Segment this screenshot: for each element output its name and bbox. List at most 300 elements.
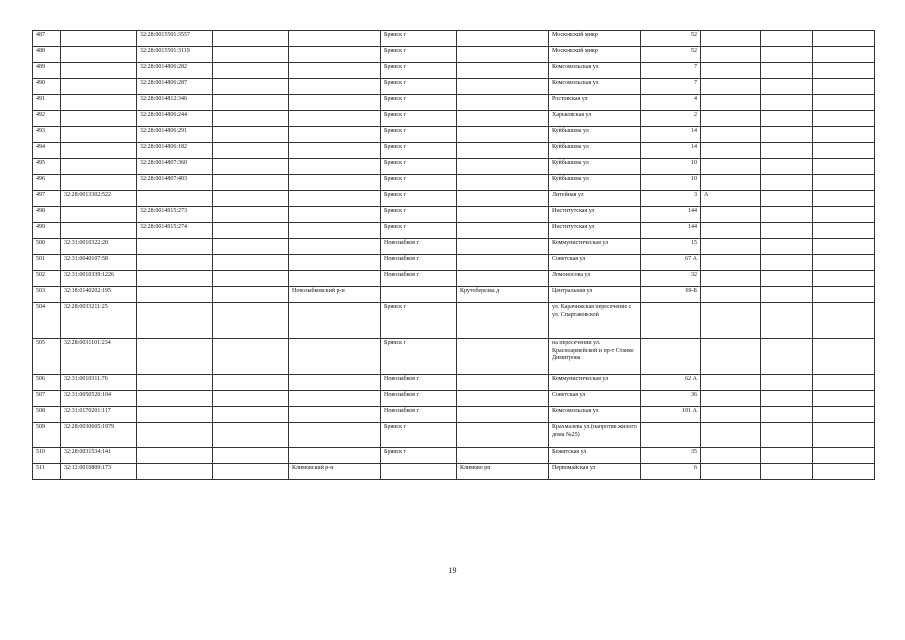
table-row xyxy=(33,127,875,143)
district xyxy=(289,375,381,391)
cadastral-number: 32:31:0170201:117 xyxy=(61,407,137,423)
settlement xyxy=(457,375,549,391)
district xyxy=(289,448,381,464)
building-letter xyxy=(701,127,761,143)
cadastral-number-building: 32:28:0015501:3119 xyxy=(137,47,213,63)
cell-blank xyxy=(761,175,813,191)
street: Литейная ул xyxy=(549,191,641,207)
cell-blank xyxy=(213,339,289,375)
house-number xyxy=(641,303,701,339)
house-number: 2 xyxy=(641,111,701,127)
city: Брянск г xyxy=(381,423,457,448)
cell-blank xyxy=(213,63,289,79)
cell-blank xyxy=(813,191,875,207)
street: Коммунистическая ул xyxy=(549,375,641,391)
table-row xyxy=(33,63,875,79)
cell-blank xyxy=(813,448,875,464)
row-number: 511 xyxy=(33,464,61,480)
table-row xyxy=(33,207,875,223)
table-row xyxy=(33,423,875,448)
cell-blank xyxy=(761,111,813,127)
house-number xyxy=(641,423,701,448)
cell-blank xyxy=(213,159,289,175)
cell-blank xyxy=(213,223,289,239)
cadastral-number-building xyxy=(137,191,213,207)
settlement: Климово рп xyxy=(457,464,549,480)
cell-blank xyxy=(761,303,813,339)
cadastral-number xyxy=(61,127,137,143)
settlement xyxy=(457,339,549,375)
cell-blank xyxy=(213,127,289,143)
house-number: 52 xyxy=(641,31,701,47)
building-letter xyxy=(701,407,761,423)
table-row xyxy=(33,391,875,407)
cadastral-number-building xyxy=(137,255,213,271)
cell-blank xyxy=(213,448,289,464)
table-row xyxy=(33,287,875,303)
cadastral-number-building xyxy=(137,303,213,339)
district xyxy=(289,143,381,159)
cell-blank xyxy=(813,407,875,423)
cadastral-number: 32:31:0010311:76 xyxy=(61,375,137,391)
cadastral-number xyxy=(61,111,137,127)
table-row xyxy=(33,111,875,127)
house-number: 144 xyxy=(641,223,701,239)
district xyxy=(289,175,381,191)
street: Институтская ул xyxy=(549,223,641,239)
district xyxy=(289,407,381,423)
city: Брянск г xyxy=(381,175,457,191)
house-number: 15 xyxy=(641,239,701,255)
city: Брянск г xyxy=(381,111,457,127)
row-number: 501 xyxy=(33,255,61,271)
district xyxy=(289,339,381,375)
cadastral-number-building xyxy=(137,339,213,375)
cell-blank xyxy=(813,423,875,448)
cell-blank xyxy=(813,127,875,143)
cell-blank xyxy=(761,31,813,47)
table-row xyxy=(33,31,875,47)
city: Брянск г xyxy=(381,31,457,47)
cell-blank xyxy=(813,95,875,111)
cell-blank xyxy=(813,175,875,191)
house-number: 69-Б xyxy=(641,287,701,303)
house-number: 14 xyxy=(641,127,701,143)
settlement xyxy=(457,175,549,191)
city: Брянск г xyxy=(381,339,457,375)
cell-blank xyxy=(761,239,813,255)
cell-blank xyxy=(761,255,813,271)
city: Новозыбков г xyxy=(381,391,457,407)
building-letter xyxy=(701,287,761,303)
house-number: 10 xyxy=(641,175,701,191)
building-letter xyxy=(701,255,761,271)
city xyxy=(381,287,457,303)
row-number: 507 xyxy=(33,391,61,407)
settlement: Крутоберезка д xyxy=(457,287,549,303)
street: Ломоносова ул xyxy=(549,271,641,287)
property-registry-table xyxy=(32,30,875,480)
house-number: 35 xyxy=(641,448,701,464)
cadastral-number-building: 32:28:0014806:291 xyxy=(137,127,213,143)
table-row xyxy=(33,175,875,191)
cell-blank xyxy=(813,31,875,47)
city: Новозыбков г xyxy=(381,271,457,287)
house-number: 7 xyxy=(641,63,701,79)
district xyxy=(289,31,381,47)
house-number: 67 А xyxy=(641,255,701,271)
cell-blank xyxy=(213,287,289,303)
cadastral-number: 32:31:0050520:104 xyxy=(61,391,137,407)
row-number: 500 xyxy=(33,239,61,255)
city: Брянск г xyxy=(381,448,457,464)
cell-blank xyxy=(813,159,875,175)
cadastral-number: 32:28:0031534:141 xyxy=(61,448,137,464)
house-number: 14 xyxy=(641,143,701,159)
building-letter xyxy=(701,143,761,159)
district: Новозыбковский р-н xyxy=(289,287,381,303)
cell-blank xyxy=(761,339,813,375)
building-letter xyxy=(701,111,761,127)
settlement xyxy=(457,407,549,423)
street: Советская ул xyxy=(549,255,641,271)
house-number xyxy=(641,339,701,375)
cadastral-number xyxy=(61,207,137,223)
street: Ростовская ул xyxy=(549,95,641,111)
cell-blank xyxy=(213,407,289,423)
district xyxy=(289,159,381,175)
city: Брянск г xyxy=(381,79,457,95)
settlement xyxy=(457,303,549,339)
cell-blank xyxy=(761,271,813,287)
street: Московский микр xyxy=(549,47,641,63)
settlement xyxy=(457,31,549,47)
street: ул. Карачижская пересечение с ул. Спартаковской xyxy=(549,303,641,339)
street: Куйбышева ул xyxy=(549,175,641,191)
district xyxy=(289,47,381,63)
street: Харьковская ул xyxy=(549,111,641,127)
table-row xyxy=(33,223,875,239)
table-row xyxy=(33,79,875,95)
house-number: 4 xyxy=(641,95,701,111)
cadastral-number-building: 32:28:0014915:274 xyxy=(137,223,213,239)
cell-blank xyxy=(813,47,875,63)
cell-blank xyxy=(761,95,813,111)
building-letter xyxy=(701,375,761,391)
building-letter xyxy=(701,175,761,191)
row-number: 495 xyxy=(33,159,61,175)
building-letter xyxy=(701,95,761,111)
cadastral-number-building xyxy=(137,407,213,423)
table-row xyxy=(33,375,875,391)
table-row xyxy=(33,143,875,159)
table-row xyxy=(33,47,875,63)
cell-blank xyxy=(761,143,813,159)
district xyxy=(289,207,381,223)
cell-blank xyxy=(813,255,875,271)
table-row xyxy=(33,239,875,255)
building-letter xyxy=(701,223,761,239)
district xyxy=(289,191,381,207)
building-letter xyxy=(701,271,761,287)
cadastral-number-building xyxy=(137,391,213,407)
district xyxy=(289,255,381,271)
house-number: 36 xyxy=(641,391,701,407)
cell-blank xyxy=(761,191,813,207)
cell-blank xyxy=(761,464,813,480)
cell-blank xyxy=(813,239,875,255)
district xyxy=(289,63,381,79)
street: Комсомольская ул xyxy=(549,79,641,95)
table-row xyxy=(33,448,875,464)
cadastral-number xyxy=(61,159,137,175)
settlement xyxy=(457,111,549,127)
building-letter xyxy=(701,63,761,79)
cell-blank xyxy=(761,127,813,143)
city xyxy=(381,464,457,480)
row-number: 505 xyxy=(33,339,61,375)
cell-blank xyxy=(813,464,875,480)
settlement xyxy=(457,63,549,79)
cell-blank xyxy=(213,423,289,448)
building-letter xyxy=(701,79,761,95)
cell-blank xyxy=(761,207,813,223)
cadastral-number-building xyxy=(137,423,213,448)
cell-blank xyxy=(813,143,875,159)
house-number: 101 А xyxy=(641,407,701,423)
cadastral-number-building: 32:28:0014806:282 xyxy=(137,63,213,79)
street: Крахмалева ул.(напротив жилого дома №25) xyxy=(549,423,641,448)
house-number: 3 xyxy=(641,191,701,207)
building-letter xyxy=(701,391,761,407)
table-body xyxy=(33,31,875,480)
cell-blank xyxy=(761,223,813,239)
cell-blank xyxy=(213,111,289,127)
building-letter: А xyxy=(701,191,761,207)
settlement xyxy=(457,127,549,143)
cell-blank xyxy=(213,375,289,391)
table-row xyxy=(33,407,875,423)
cadastral-number xyxy=(61,63,137,79)
cadastral-number xyxy=(61,79,137,95)
street: Куйбышева ул xyxy=(549,159,641,175)
cadastral-number: 32:28:0013302:522 xyxy=(61,191,137,207)
row-number: 490 xyxy=(33,79,61,95)
cell-blank xyxy=(761,47,813,63)
cadastral-number-building xyxy=(137,271,213,287)
settlement xyxy=(457,223,549,239)
row-number: 487 xyxy=(33,31,61,47)
street: Комсомольская ул xyxy=(549,407,641,423)
cadastral-number-building: 32:28:0015501:3557 xyxy=(137,31,213,47)
cell-blank xyxy=(813,375,875,391)
table-row xyxy=(33,339,875,375)
cadastral-number-building: 32:28:0014806:244 xyxy=(137,111,213,127)
district xyxy=(289,423,381,448)
city: Новозыбков г xyxy=(381,407,457,423)
table-row xyxy=(33,95,875,111)
row-number: 503 xyxy=(33,287,61,303)
street: Институтская ул xyxy=(549,207,641,223)
cell-blank xyxy=(761,79,813,95)
street: Коммунистическая ул xyxy=(549,239,641,255)
cell-blank xyxy=(761,287,813,303)
cell-blank xyxy=(213,175,289,191)
building-letter xyxy=(701,31,761,47)
table-row xyxy=(33,271,875,287)
cell-blank xyxy=(813,391,875,407)
settlement xyxy=(457,271,549,287)
settlement xyxy=(457,79,549,95)
row-number: 502 xyxy=(33,271,61,287)
cell-blank xyxy=(813,111,875,127)
city: Брянск г xyxy=(381,63,457,79)
cadastral-number: 32:12:0010809:173 xyxy=(61,464,137,480)
cadastral-number-building xyxy=(137,375,213,391)
cell-blank xyxy=(813,287,875,303)
street: Московский микр xyxy=(549,31,641,47)
district xyxy=(289,391,381,407)
settlement xyxy=(457,448,549,464)
row-number: 498 xyxy=(33,207,61,223)
cell-blank xyxy=(761,63,813,79)
street: Бежитская ул xyxy=(549,448,641,464)
cell-blank xyxy=(213,143,289,159)
row-number: 496 xyxy=(33,175,61,191)
cadastral-number: 32:28:0030605:1979 xyxy=(61,423,137,448)
cadastral-number: 32:28:0033211:25 xyxy=(61,303,137,339)
district xyxy=(289,127,381,143)
settlement xyxy=(457,423,549,448)
cell-blank xyxy=(213,31,289,47)
city: Новозыбков г xyxy=(381,375,457,391)
cell-blank xyxy=(813,207,875,223)
street: Советская ул xyxy=(549,391,641,407)
house-number: 62 А xyxy=(641,375,701,391)
table-row xyxy=(33,464,875,480)
building-letter xyxy=(701,303,761,339)
cell-blank xyxy=(761,159,813,175)
settlement xyxy=(457,207,549,223)
row-number: 510 xyxy=(33,448,61,464)
cadastral-number-building: 32:28:0014806:182 xyxy=(137,143,213,159)
city: Брянск г xyxy=(381,159,457,175)
table-row xyxy=(33,255,875,271)
settlement xyxy=(457,191,549,207)
street: Куйбышева ул xyxy=(549,127,641,143)
settlement xyxy=(457,47,549,63)
cadastral-number xyxy=(61,31,137,47)
city: Брянск г xyxy=(381,127,457,143)
cell-blank xyxy=(213,191,289,207)
cell-blank xyxy=(213,464,289,480)
cadastral-number-building: 32:28:0014806:287 xyxy=(137,79,213,95)
settlement xyxy=(457,255,549,271)
street: Центральная ул xyxy=(549,287,641,303)
cell-blank xyxy=(761,423,813,448)
row-number: 491 xyxy=(33,95,61,111)
district xyxy=(289,111,381,127)
cell-blank xyxy=(761,375,813,391)
house-number: 10 xyxy=(641,159,701,175)
cadastral-number: 32:31:0010322:20 xyxy=(61,239,137,255)
street: Куйбышева ул xyxy=(549,143,641,159)
row-number: 489 xyxy=(33,63,61,79)
district xyxy=(289,95,381,111)
cell-blank xyxy=(761,391,813,407)
cell-blank xyxy=(213,47,289,63)
row-number: 506 xyxy=(33,375,61,391)
district xyxy=(289,271,381,287)
row-number: 488 xyxy=(33,47,61,63)
building-letter xyxy=(701,339,761,375)
row-number: 509 xyxy=(33,423,61,448)
cadastral-number xyxy=(61,143,137,159)
cell-blank xyxy=(213,207,289,223)
cadastral-number xyxy=(61,223,137,239)
cadastral-number-building xyxy=(137,239,213,255)
street: Комсомольская ул xyxy=(549,63,641,79)
cell-blank xyxy=(813,339,875,375)
building-letter xyxy=(701,159,761,175)
district xyxy=(289,303,381,339)
row-number: 504 xyxy=(33,303,61,339)
cadastral-number-building xyxy=(137,464,213,480)
cell-blank xyxy=(813,271,875,287)
cell-blank xyxy=(213,271,289,287)
building-letter xyxy=(701,207,761,223)
district: Климовский р-н xyxy=(289,464,381,480)
city: Брянск г xyxy=(381,143,457,159)
settlement xyxy=(457,143,549,159)
cell-blank xyxy=(813,223,875,239)
table-row xyxy=(33,303,875,339)
district xyxy=(289,239,381,255)
settlement xyxy=(457,239,549,255)
row-number: 497 xyxy=(33,191,61,207)
cell-blank xyxy=(813,303,875,339)
cadastral-number: 32:31:0040107:58 xyxy=(61,255,137,271)
street: Первомайская ул xyxy=(549,464,641,480)
building-letter xyxy=(701,423,761,448)
city: Брянск г xyxy=(381,95,457,111)
cell-blank xyxy=(213,255,289,271)
settlement xyxy=(457,391,549,407)
city: Брянск г xyxy=(381,47,457,63)
table-row xyxy=(33,191,875,207)
settlement xyxy=(457,95,549,111)
house-number: 7 xyxy=(641,79,701,95)
cell-blank xyxy=(213,79,289,95)
city: Брянск г xyxy=(381,207,457,223)
city: Новозыбков г xyxy=(381,255,457,271)
cadastral-number xyxy=(61,95,137,111)
cell-blank xyxy=(761,448,813,464)
building-letter xyxy=(701,448,761,464)
city: Новозыбков г xyxy=(381,239,457,255)
cadastral-number-building: 32:28:0014807:403 xyxy=(137,175,213,191)
cell-blank xyxy=(761,407,813,423)
settlement xyxy=(457,159,549,175)
row-number: 494 xyxy=(33,143,61,159)
cell-blank xyxy=(213,239,289,255)
street: на пересечении ул. Красноармейской и пр-т Станке Димитрова xyxy=(549,339,641,375)
cadastral-number-building xyxy=(137,287,213,303)
city: Брянск г xyxy=(381,191,457,207)
cadastral-number-building: 32:28:0014807:360 xyxy=(137,159,213,175)
cadastral-number-building: 32:28:0014812:346 xyxy=(137,95,213,111)
city: Брянск г xyxy=(381,303,457,339)
